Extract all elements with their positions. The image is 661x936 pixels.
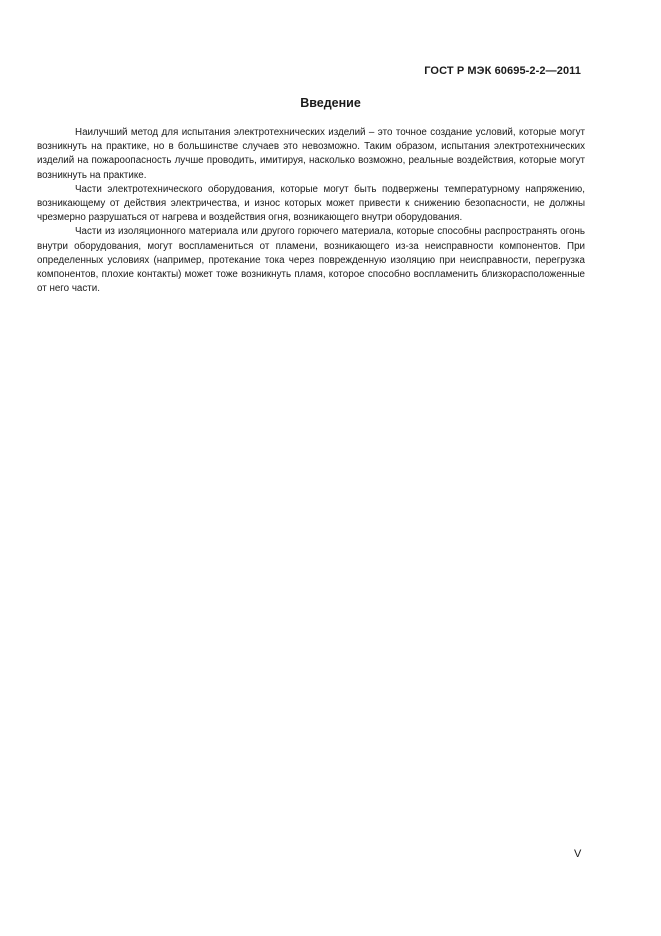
page-number: V xyxy=(574,848,582,860)
paragraph-3: Части из изоляционного материала или другого горючего материала, которые способны распространять огонь внутри оборудования, могут воспламениться от пламени, возникающего из-за неисправности компонентов. При определенных условиях (например, протекание тока через поврежденную изоляцию при неисправности, перегрузка компонентов, плохие контакты) может тоже возникнуть пламя, которое способно воспламенить близкорасположенные от него части. xyxy=(37,226,585,295)
paragraph-2: Части электротехнического оборудования, которые могут быть подвержены температурному напряжению, возникающему от действия электричества, и износ которых может привести к снижению безопасности, не должны чрезмерно разрушаться от нагрева и воздействия огня, возникающего внутри оборудования. xyxy=(37,183,585,224)
section-title: Введение xyxy=(300,96,361,110)
paragraph-1: Наилучший метод для испытания электротехнических изделий – это точное создание условий, которые могут возникнуть на практике, но в большинстве случаев это невозможно. Таким образом, испытания электротехнических изделий на пожароопасность лучше проводить, имитируя, насколько возможно, реальные воздействия, которые могут возникнуть на практике. xyxy=(37,127,585,181)
document-code-header: ГОСТ Р МЭК 60695-2-2—2011 xyxy=(424,65,581,77)
introduction-body xyxy=(37,126,585,296)
